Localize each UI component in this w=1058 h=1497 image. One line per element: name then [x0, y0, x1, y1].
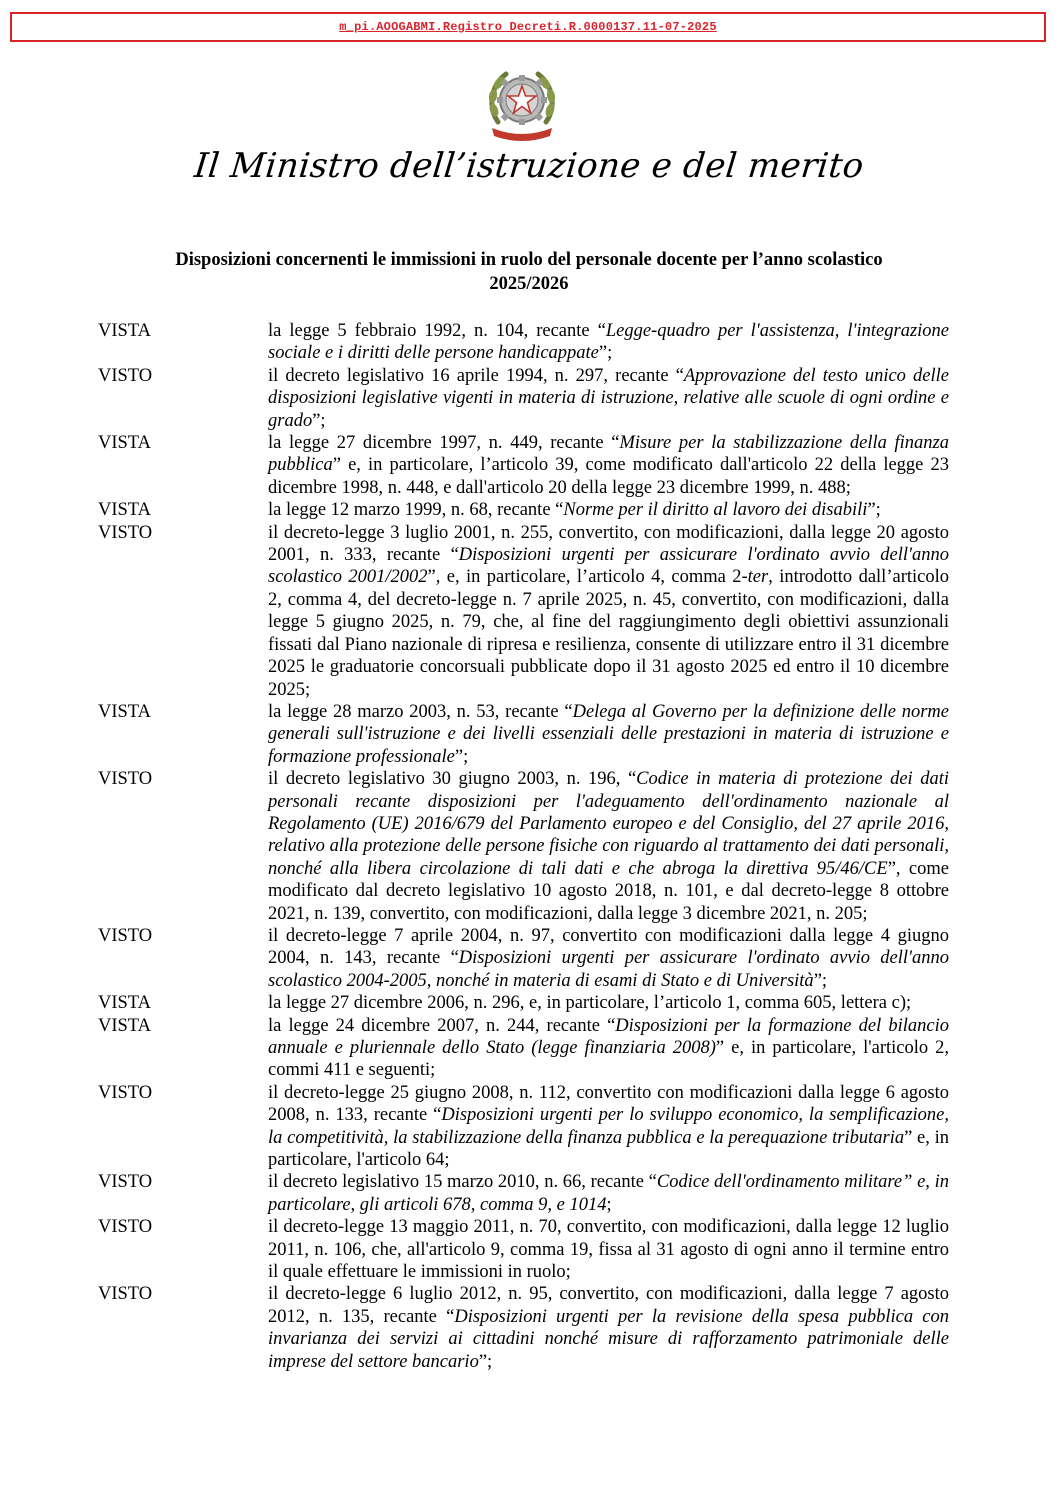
recital-text-segment: ”, e, in particolare, l’articolo 4, comma 2-	[427, 567, 748, 588]
recital-label: VISTA	[98, 1015, 151, 1036]
recital-text-segment: , introdotto dall’articolo 2, comma 4, del decreto-legge n. 7 aprile 2025, n. 45, convertito, con modificazioni, dalla legge 5 giugno 2025, n. 79, che, al fine del raggiungimento degli obiettivi assunzionali fissati dal Piano nazionale di ripresa e resilienza, consente di utilizzare entro il 31 dicembre 2025 le graduatorie concorsuali pubblicate dopo il 31 agosto 2025 ed entro il 10 dicembre 2025;	[268, 567, 949, 700]
recital-item	[98, 320, 950, 365]
recital-item	[98, 768, 950, 925]
recital-label: VISTO	[98, 769, 153, 790]
recital-text-segment: ”;	[454, 746, 469, 767]
recital-item	[98, 1283, 950, 1373]
recital-title-italic: Delega al Governo per la definizione delle norme generali sull'istruzione e dei livelli essenziali delle prestazioni in materia di istruzione e formazione professionale	[268, 701, 950, 767]
recital-text	[268, 320, 949, 365]
protocol-stamp	[10, 12, 1046, 42]
recital-text-segment: la legge 5 febbraio 1992, n. 104, recante “	[268, 321, 606, 341]
recital-text-segment: ”;	[867, 500, 881, 521]
recital-label: VISTO	[98, 1284, 153, 1305]
protocol-number: m_pi.AOOGABMI.Registro Decreti.R.0000137.11-07-2025	[339, 20, 717, 34]
recital-text-segment: il decreto legislativo 15 marzo 2010, n. 66, recante “	[268, 1172, 657, 1193]
italian-republic-emblem-icon	[484, 64, 560, 142]
recital-text	[268, 365, 949, 432]
recital-text	[268, 768, 949, 925]
recital-item	[98, 1216, 950, 1283]
recital-label: VISTO	[98, 1217, 153, 1238]
recital-title-italic: Codice dell'ordinamento militare” e, in particolare, gli articoli 678, comma 9, e 1014	[268, 1172, 949, 1215]
recital-title-italic: Approvazione del testo unico delle disposizioni legislative vigenti in materia di istruzione, relative alle scuole di ogni ordine e grado	[268, 365, 949, 431]
decree-title-line-1: Disposizioni concernenti le immissioni in ruolo del personale docente per l’anno scolastico	[175, 250, 883, 270]
recital-item	[98, 1171, 950, 1216]
recital-text	[268, 992, 949, 1014]
recital-item	[98, 1082, 950, 1172]
recital-title-italic: Disposizioni urgenti per assicurare l'ordinato avvio dell'anno scolastico 2001/2002	[268, 545, 950, 588]
recital-text	[268, 499, 949, 521]
recital-text-segment: il decreto legislativo 16 aprile 1994, n. 297, recante “	[268, 365, 684, 386]
recital-text	[268, 1216, 949, 1283]
recital-label: VISTA	[98, 321, 151, 341]
recital-title-italic: Norme per il diritto al lavoro dei disabili	[563, 500, 868, 521]
recital-text	[268, 1082, 949, 1172]
ministry-heading: Il Ministro dell’istruzione e del merito	[192, 146, 866, 186]
recital-text-segment: la legge 12 marzo 1999, n. 68, recante “	[268, 500, 564, 521]
recital-item	[98, 992, 950, 1014]
recital-item	[98, 499, 950, 521]
recital-label: VISTO	[98, 365, 153, 386]
recital-label: VISTA	[98, 701, 151, 722]
recital-text-segment: ”;	[813, 970, 828, 991]
recital-label: VISTA	[98, 433, 151, 454]
recital-title-italic: Legge-quadro per l'assistenza, l'integrazione sociale e i diritti delle persone handicappate	[268, 321, 949, 364]
recital-text-segment: ”;	[598, 343, 613, 364]
recital-text-segment: ” e, in particolare, l'articolo 64;	[268, 1127, 950, 1171]
recital-item	[98, 522, 950, 701]
recital-text-segment: il decreto-legge 13 maggio 2011, n. 70, convertito, con modificazioni, dalla legge 12 luglio 2011, n. 106, che, all'articolo 9, comma 19, fissa al 31 agosto di ogni anno il termine entro il quale effettuare le immissioni in ruolo;	[268, 1217, 949, 1283]
recital-item	[98, 432, 950, 499]
recital-title-italic: Disposizioni urgenti per assicurare l'ordinato avvio dell'anno scolastico 2004-2005, nonché in materia di esami di Stato e di Università	[268, 948, 950, 991]
recital-label: VISTO	[98, 1172, 153, 1193]
recital-title-italic: ter	[747, 567, 769, 588]
recital-text	[268, 432, 949, 499]
recital-text-segment: ” e, in particolare, l'articolo 2, commi 411 e seguenti;	[268, 1038, 950, 1081]
recital-text	[268, 1283, 949, 1373]
recital-text	[268, 522, 949, 701]
recital-text-segment: il decreto-legge 6 luglio 2012, n. 95, convertito, con modificazioni, dalla legge 7 agosto 2012, n. 135, recante “	[268, 1284, 949, 1327]
recital-text-segment: ;	[606, 1194, 612, 1215]
recital-title-italic: Disposizioni urgenti per lo sviluppo economico, la semplificazione, la competitività, la stabilizzazione della finanza pubblica e la perequazione tributaria	[268, 1105, 949, 1148]
recital-text-segment: la legge 27 dicembre 2006, n. 296, e, in particolare, l’articolo 1, comma 605, lettera c);	[268, 993, 912, 1014]
recital-item	[98, 701, 950, 768]
recital-title-italic: Codice in materia di protezione dei dati personali recante disposizioni per l'adeguamento dell'ordinamento nazionale al Regolamento (UE) 2016/679 del Parlamento europeo e del Consiglio, del 27 aprile 2016, relativo alla protezione delle persone fisiche con riguardo al trattamento dei dati personali, nonché alla libera circolazione di tali dati e che abroga la direttiva 95/46/CE	[268, 769, 950, 879]
recital-text	[268, 1171, 949, 1216]
recital-text	[268, 1015, 949, 1082]
recital-label: VISTA	[98, 500, 151, 521]
recital-text-segment: il decreto-legge 25 giugno 2008, n. 112, convertito con modificazioni dalla legge 6 agosto 2008, n. 133, recante “	[268, 1082, 949, 1126]
recital-text	[268, 925, 949, 992]
recital-title-italic: Misure per la stabilizzazione della finanza pubblica	[268, 433, 949, 476]
recital-title-italic: Disposizioni per la formazione del bilancio annuale e pluriennale dello Stato (legge finanziaria 2008)	[268, 1015, 949, 1058]
recital-label: VISTO	[98, 1082, 153, 1103]
decree-title	[96, 248, 962, 296]
recital-item	[98, 1015, 950, 1082]
recital-label: VISTA	[98, 993, 151, 1014]
recital-text-segment: la legge 27 dicembre 1997, n. 449, recante “	[268, 433, 620, 454]
recital-text-segment: ”;	[478, 1351, 493, 1372]
recital-text	[268, 701, 949, 768]
recital-text-segment: il decreto legislativo 30 giugno 2003, n. 196, “	[268, 769, 637, 790]
recital-title-italic: Disposizioni urgenti per la revisione della spesa pubblica con invarianza dei servizi ai cittadini nonché misure di rafforzamento patrimoniale delle imprese del settore bancario	[268, 1306, 949, 1372]
recital-text-segment: la legge 28 marzo 2003, n. 53, recante “	[268, 701, 573, 722]
recital-text-segment: ” e, in particolare, l’articolo 39, come modificato dall'articolo 22 della legge 23 dicembre 1998, n. 448, e dall'articolo 20 della legge 23 dicembre 1999, n. 488;	[268, 455, 949, 498]
recital-text-segment: ”, come modificato dal decreto legislativo 10 agosto 2018, n. 101, e dal decreto-legge 8 ottobre 2021, n. 139, convertito, con modificazioni, dalla legge 3 dicembre 2021, n. 205;	[268, 858, 949, 924]
recital-label: VISTO	[98, 925, 153, 946]
recital-text-segment: il decreto-legge 7 aprile 2004, n. 97, convertito con modificazioni dalla legge 4 giugno 2004, n. 143, recante “	[268, 925, 949, 969]
recital-item	[98, 925, 950, 992]
recital-item	[98, 365, 950, 432]
recitals-list	[98, 320, 950, 1373]
recital-text-segment: il decreto-legge 3 luglio 2001, n. 255, convertito, con modificazioni, dalla legge 20 agosto 2001, n. 333, recante “	[268, 522, 949, 566]
decree-title-line-2: 2025/2026	[489, 274, 569, 294]
recital-label: VISTO	[98, 522, 153, 543]
recital-text-segment: ”;	[312, 410, 326, 431]
recital-text-segment: la legge 24 dicembre 2007, n. 244, recante “	[268, 1015, 616, 1036]
